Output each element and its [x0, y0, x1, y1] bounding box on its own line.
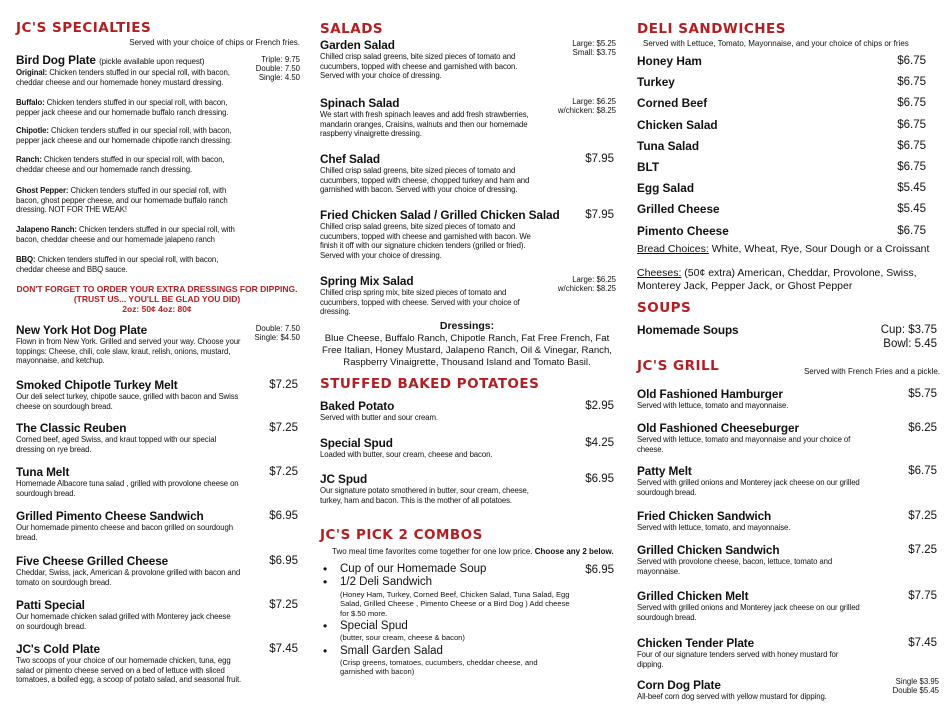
bird-dog-variant: BBQ: Chicken tenders stuffed in our special roll, with bacon, cheddar cheese and BBQ sauce. [16, 255, 219, 274]
corn-dog-prices: Single $3.95 Double $5.45 [892, 677, 939, 695]
item-desc: Chilled crisp salad greens, bite sized pieces of tomato and cucumbers, topped with cheese and garnished with bacon. We finish it off with our signature chicken tenders (grilled or fried). Served with your choice of dressing. [320, 222, 531, 260]
menu-item [16, 554, 298, 587]
item-desc: We start with fresh spinach leaves and add fresh strawberries, mandarin oranges, Craisins, walnuts and then our homemade raspberry vinaigrette dressing. [320, 110, 529, 139]
item-name: Patty Melt [637, 464, 692, 478]
item-name: Tuna Melt [16, 465, 70, 479]
item-desc: Served with lettuce, tomato and mayonnaise. [637, 401, 789, 410]
item-desc: Our signature potato smothered in butter, sour cream, cheese, turkey, ham and bacon. This is the mother of all potatoes. [320, 486, 529, 505]
item-name: Spinach Salad [320, 96, 400, 110]
hot-dog-item [16, 323, 300, 366]
item-desc: Served with butter and sour cream. [320, 413, 438, 422]
item-price: $6.95 [269, 510, 298, 522]
item-name: Chef Salad [320, 152, 380, 166]
item-name: Grilled Chicken Sandwich [637, 543, 780, 557]
item-price: $7.45 [269, 643, 298, 655]
combo-list [320, 563, 614, 676]
salad-item [320, 96, 616, 139]
item-name: Corn Dog Plate [637, 678, 721, 692]
menu-item [16, 421, 298, 454]
item-desc: Served with grilled onions and Monterey jack cheese on our grilled sourdough bread. [637, 478, 860, 497]
item-name: Grilled Pimento Cheese Sandwich [16, 509, 204, 523]
item-name: Grilled Chicken Melt [637, 589, 749, 603]
deli-item: Honey Ham $6.75 [637, 51, 940, 72]
item-desc: Chilled crisp spring mix, bite sized pieces of tomato and cucumbers, topped with cheese. Served with your choice of dressing. [320, 288, 520, 317]
grill-item [637, 589, 937, 622]
item-price: $6.75 [897, 139, 926, 152]
dressing-note: DON'T FORGET TO ORDER YOUR EXTRA DRESSINGS FOR DIPPING. (TRUST US... YOU'LL BE GLAD YOU DID) 2oz: 50¢ 4oz: 80¢ [16, 284, 298, 314]
deli-item: Chicken Salad $6.75 [637, 115, 940, 136]
combo-item: • 1/2 Deli Sandwich [320, 576, 614, 589]
item-name: Bird Dog Plate (pickle available upon request) [16, 53, 205, 67]
deli-subtitle: Served with Lettuce, Tomato, Mayonnaise, and your choice of chips or fries [643, 39, 909, 48]
combo-item-desc: (butter, sour cream, cheese & bacon) [340, 633, 465, 643]
grill-item [637, 636, 937, 669]
item-name: Smoked Chipotle Turkey Melt [16, 378, 178, 392]
item-note: (pickle available upon request) [99, 57, 205, 66]
item-prices: Large: $6.25 w/chicken: $8.25 [557, 97, 616, 115]
bread-choices: Bread Choices: White, Wheat, Rye, Sour Dough or a Croissant [637, 243, 930, 255]
item-name: Patti Special [16, 598, 85, 612]
grill-item [637, 421, 937, 454]
dressings-title: Dressings: [439, 320, 495, 332]
deli-list [637, 51, 940, 242]
item-name: New York Hot Dog Plate [16, 323, 148, 337]
potato-item [320, 436, 614, 460]
combo-item: • Special Spud [320, 620, 614, 633]
deli-item: Pimento Cheese $6.75 [637, 221, 940, 242]
item-name: Homemade Soups [637, 323, 739, 337]
bird-dog-variant: Jalapeno Ranch: Chicken tenders stuffed in our special roll, with bacon, cheddar cheese and our homemade jalapeno ranch [16, 225, 235, 244]
item-name: Garden Salad [320, 38, 395, 52]
menu-item [16, 509, 298, 542]
item-prices: Large: $6.25 w/chicken: $8.25 [557, 275, 616, 293]
item-name: Five Cheese Grilled Cheese [16, 554, 169, 568]
grill-item [637, 543, 937, 576]
deli-item: Tuna Salad $6.75 [637, 136, 940, 157]
item-name: JC Spud [320, 472, 368, 486]
item-price: $5.45 [897, 182, 926, 195]
deli-item: Turkey $6.75 [637, 72, 940, 93]
item-price: $7.25 [908, 510, 937, 522]
item-price: $6.95 [269, 555, 298, 567]
item-name: Spring Mix Salad [320, 274, 414, 288]
item-price: $7.25 [269, 422, 298, 434]
item-desc: Cheddar, Swiss, jack, American & provolone grilled with bacon and tomato on sourdough bread. [16, 568, 241, 587]
item-desc: Loaded with butter, sour cream, cheese and bacon. [320, 450, 493, 459]
soups-heading: SOUPS [637, 300, 692, 316]
item-price: $6.95 [585, 473, 614, 485]
item-desc: Served with provolone cheese, bacon, lettuce, tomato and mayonnaise. [637, 557, 833, 576]
specialties-column [14, 0, 300, 720]
item-name: Old Fashioned Hamburger [637, 387, 783, 401]
deli-column [634, 0, 940, 720]
item-desc: Flown in from New York. Grilled and served your way. Choose your toppings: Cheese, chili, cole slaw, kraut, relish, onions, mustard, mayonnaise, and ketchup. [16, 337, 241, 366]
item-price: $5.45 [897, 203, 926, 216]
deli-heading: DELI SANDWICHES [637, 21, 786, 37]
grill-heading: JC'S GRILL [637, 358, 720, 374]
item-price: $7.95 [585, 209, 614, 221]
item-price: $7.25 [269, 466, 298, 478]
menu-item [16, 598, 298, 631]
cheese-choices: Cheeses: (50¢ extra) American, Cheddar, Provolone, Swiss, Monterey Jack, Pepper Jack, or Ghost Pepper [637, 267, 917, 292]
salad-item [320, 152, 614, 195]
item-desc: Chilled crisp salad greens, bite sized pieces of tomato and cucumbers, topped with cheese and garnished with bacon. Served with your choice of dressing. [320, 52, 518, 81]
potato-item [320, 472, 614, 505]
item-name: Special Spud [320, 436, 393, 450]
item-price: $7.95 [585, 153, 614, 165]
item-desc: Served with grilled onions and Monterey jack cheese on our grilled sourdough bread. [637, 603, 860, 622]
item-name: Baked Potato [320, 399, 395, 413]
item-price: $7.75 [908, 590, 937, 602]
item-desc: Our homemade pimento cheese and bacon grilled on sourdough bread. [16, 523, 233, 542]
soup-prices: Cup: $3.75 Bowl: 5.45 [880, 324, 937, 350]
item-price: $6.75 [908, 465, 937, 477]
specialties-heading: JC'S SPECIALTIES [16, 20, 152, 36]
item-desc: Served with lettuce, tomato and mayonnaise and your choice of cheese. [637, 435, 851, 454]
bird-dog-variant: Buffalo: Chicken tenders stuffed in our special roll, with bacon, pepper jack cheese and our homemade buffalo ranch dressing. [16, 98, 229, 117]
combo-item: • Small Garden Salad [320, 645, 614, 658]
hot-dog-prices: Double: 7.50 Single: $4.50 [254, 324, 300, 342]
deli-item: Grilled Cheese $5.45 [637, 199, 940, 220]
salads-column [318, 0, 616, 720]
bird-dog-variant: Ranch: Chicken tenders stuffed in our special roll, with bacon, cheddar cheese and our homemade ranch dressing. [16, 155, 225, 174]
item-desc: Four of our signature tenders served with honey mustard for dipping. [637, 650, 839, 669]
item-name: Fried Chicken Sandwich [637, 509, 772, 523]
item-price: $5.75 [908, 388, 937, 400]
item-price: $7.25 [269, 599, 298, 611]
bird-dog-variant: Ghost Pepper: Chicken tenders stuffed in our special roll, with bacon, ghost pepper cheese, and our homemade buffalo ranch dressing. NOT FOR THE WEAK! [16, 186, 228, 215]
item-desc: All-beef corn dog served with yellow mustard for dipping. [637, 692, 827, 701]
combos-intro: Two meal time favorites come together for one low price. Choose any 2 below. [332, 547, 614, 556]
specialties-subtitle: Served with your choice of chips or French fries. [129, 38, 300, 47]
item-price: $7.25 [908, 544, 937, 556]
menu-item [16, 378, 298, 411]
grill-item [637, 464, 937, 497]
item-desc: Chilled crisp salad greens, bite sized pieces of tomato and cucumbers, topped with cheese, chopped turkey and ham and garnished with bacon. Served with your choice of dressing. [320, 166, 530, 195]
menu-item [16, 465, 298, 498]
grill-subtitle: Served with French Fries and a pickle. [803, 367, 940, 376]
item-name: The Classic Reuben [16, 421, 127, 435]
salad-item [320, 208, 614, 260]
item-price: $6.75 [897, 76, 926, 89]
item-name: Fried Chicken Salad / Grilled Chicken Salad [320, 208, 560, 222]
deli-item: BLT $6.75 [637, 157, 940, 178]
item-price: $6.75 [897, 161, 926, 174]
combo-item-desc: (Honey Ham, Turkey, Corned Beef, Chicken Salad, Tuna Salad, Egg Salad, Grilled Cheese , Pimento Cheese or a Bird Dog ) Add cheese for $.50 more. [340, 590, 570, 618]
item-price: $6.75 [897, 224, 926, 237]
item-price: $6.25 [908, 422, 937, 434]
combo-item-desc: (Crisp greens, tomatoes, cucumbers, cheddar cheese, and garnished with bacon) [340, 657, 538, 677]
combo-item: • Cup of our Homemade Soup [320, 563, 614, 576]
bird-dog-variant: Chipotle: Chicken tenders stuffed in our special roll, with bacon, pepper jack cheese and our homemade chipotle ranch dressing. [16, 126, 232, 145]
item-prices: Large: $5.25 Small: $3.75 [572, 39, 616, 57]
dressings-list: Blue Cheese, Buffalo Ranch, Chipotle Ranch, Fat Free French, Fat Free Italian, Honey Mustard, Jalapeno Ranch, Oil & Vinegar, Ranch, Raspberry Vinaigrette, Thousand Island and Tomato Basil. [322, 333, 612, 368]
menu-item [16, 642, 298, 685]
item-price: $4.25 [585, 437, 614, 449]
item-name: Old Fashioned Cheeseburger [637, 421, 799, 435]
salad-item [320, 274, 616, 317]
grill-item [637, 509, 937, 533]
item-price: $7.45 [908, 637, 937, 649]
potato-item [320, 399, 614, 423]
item-name: Chicken Tender Plate [637, 636, 755, 650]
salads-heading: SALADS [320, 21, 384, 37]
bird-dog-variant: Original: Chicken tenders stuffed in our special roll, with bacon, cheddar cheese and our homemade honey mustard dressing. [16, 68, 230, 87]
item-name: JC's Cold Plate [16, 642, 100, 656]
grill-item [637, 387, 937, 411]
soup-item [637, 323, 937, 350]
item-price: $7.25 [269, 379, 298, 391]
item-desc: Our deli select turkey, chipotle sauce, grilled with bacon and Swiss cheese on sourdough bread. [16, 392, 239, 411]
item-desc: Corned beef, aged Swiss, and kraut topped with our special dressing on rye bread. [16, 435, 217, 454]
potatoes-heading: STUFFED BAKED POTATOES [320, 376, 540, 392]
deli-item: Corned Beef $6.75 [637, 93, 940, 114]
item-desc: Our homemade chicken salad grilled with Monterey jack cheese on sourdough bread. [16, 612, 231, 631]
item-desc: Homemade Albacore tuna salad , grilled with provolone cheese on sourdough bread. [16, 479, 239, 498]
combo-price: $6.95 [585, 564, 614, 576]
item-price: $2.95 [585, 400, 614, 412]
item-desc: Served with lettuce, tomato, and mayonnaise. [637, 523, 791, 532]
item-price: $6.75 [897, 55, 926, 67]
deli-item: Egg Salad $5.45 [637, 178, 940, 199]
item-price: $6.75 [897, 118, 926, 131]
dressings-block [318, 320, 616, 369]
item-desc: Two scoops of your choice of our homemade chicken, tuna, egg salad or pimento cheese served on a bed of lettuce with sliced tomatoes, a boiled egg, a scoop of potato salad, and seasonal fruit. [16, 656, 242, 685]
corn-dog-item [637, 678, 939, 702]
combos-heading: JC'S PICK 2 COMBOS [320, 527, 483, 543]
bird-dog-prices: Triple: 9.75 Double: 7.50 Single: 4.50 [255, 55, 300, 82]
salad-item [320, 38, 616, 81]
item-price: $6.75 [897, 97, 926, 110]
